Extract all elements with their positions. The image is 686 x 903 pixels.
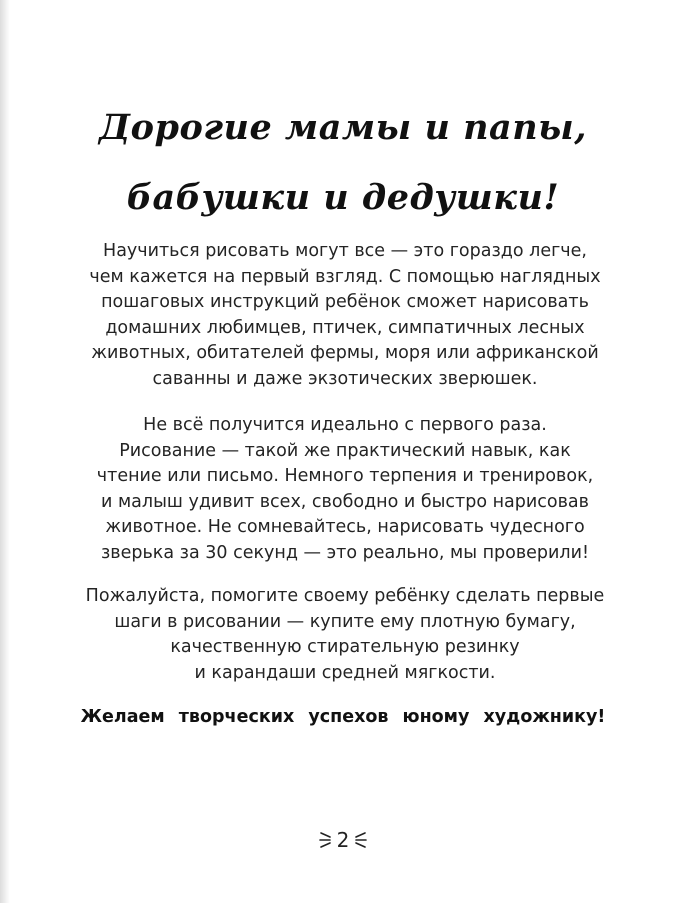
- paragraph-line: Научиться рисовать могут все — это гораздо легче,: [103, 241, 587, 261]
- paragraph-line: животное. Не сомневайтесь, нарисовать чудесного: [105, 517, 585, 537]
- paragraph-line: животных, обитателей фермы, моря или африканской: [91, 343, 599, 363]
- paragraph-line: и малыш удивит всех, свободно и быстро нарисовав: [101, 491, 589, 512]
- sun-rays-left-icon: [319, 829, 333, 851]
- page-number: 2: [336, 828, 350, 852]
- paragraph-line: Рисование — такой же практический навык, как: [119, 440, 571, 461]
- paragraph-line: шаги в рисовании — купите ему плотную бумагу,: [114, 611, 576, 632]
- paragraph-line: зверька за 30 секунд — это реально, мы проверили!: [101, 542, 589, 563]
- paragraph-line: чем кажется на первый взгляд. С помощью наглядных: [89, 266, 601, 287]
- closing-wish: Желаем творческих успехов юному художнику!: [80, 707, 606, 727]
- paragraph-line: пошаговых инструкций ребёнок сможет нарисовать: [101, 292, 589, 312]
- paragraph-line: качественную стирательную резинку: [170, 637, 520, 657]
- paragraph-line: чтение или письмо. Немного терпения и тренировок,: [96, 466, 594, 486]
- paragraph-line: Пожалуйста, помогите своему ребёнку сделать первые: [85, 586, 605, 606]
- paragraph-line: домашних любимцев, птичек, симпатичных лесных: [105, 317, 585, 338]
- paragraph-line: Не всё получится идеально с первого раза.: [143, 415, 547, 435]
- heading-line-2: бабушки и дедушки!: [126, 177, 560, 218]
- sun-rays-right-icon: [353, 829, 367, 851]
- paragraph-supplies: [60, 584, 630, 686]
- paragraph-practice: [60, 413, 630, 566]
- paragraph-intro: [60, 239, 630, 392]
- paragraph-line: и карандаши средней мягкости.: [194, 662, 496, 683]
- heading-line-1: Дорогие мамы и папы,: [99, 107, 587, 148]
- page-folio: [0, 826, 686, 854]
- paragraph-line: саванны и даже экзотических зверюшек.: [152, 368, 538, 389]
